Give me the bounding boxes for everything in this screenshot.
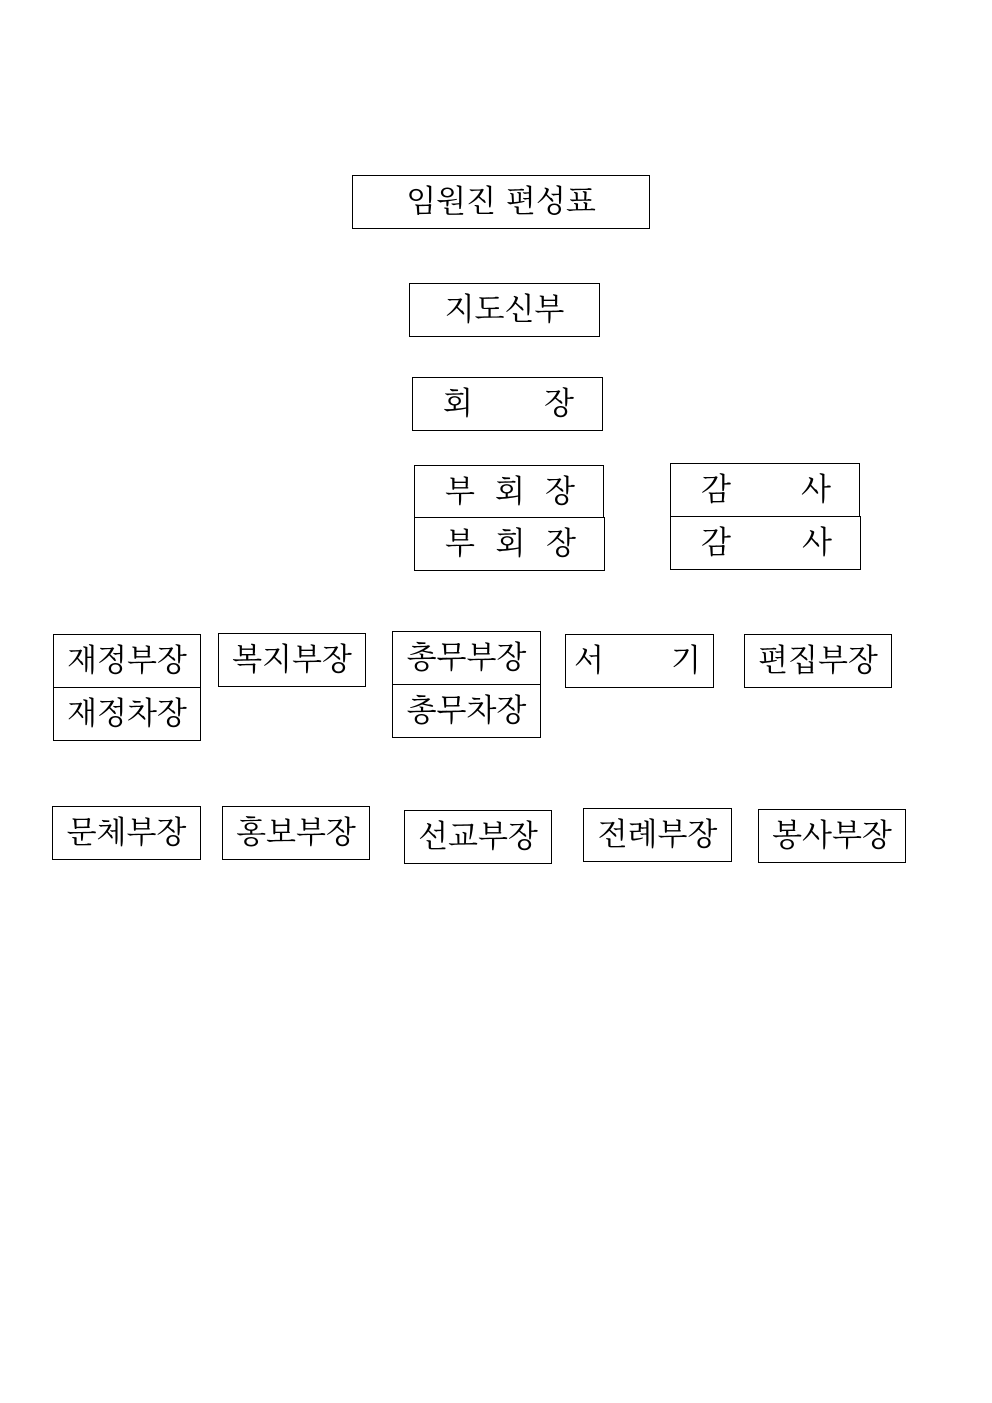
chart-title-text: 임원진 편성표 xyxy=(406,183,596,220)
welfare-head-label: 복지부장 xyxy=(232,641,352,678)
auditor-box-2 xyxy=(670,516,861,570)
finance-head-box xyxy=(53,634,201,688)
finance-head-label: 재정부장 xyxy=(67,642,187,679)
secretary-char-2: 기 xyxy=(671,642,701,679)
advisor-label: 지도신부 xyxy=(444,291,565,328)
mission-head-box xyxy=(404,810,552,864)
finance-deputy-label: 재정차장 xyxy=(67,695,187,732)
culture-sports-head-box xyxy=(52,806,201,860)
auditor-box-1 xyxy=(670,463,860,517)
auditor-2-char-1: 감 xyxy=(701,524,731,561)
secretary-box xyxy=(565,634,714,688)
mission-head-label: 선교부장 xyxy=(418,818,538,855)
auditor-1-char-2: 사 xyxy=(801,471,831,508)
president-label-first: 회 xyxy=(443,385,473,422)
auditor-2-char-2: 사 xyxy=(802,524,832,561)
vice-president-2-char-1: 부 xyxy=(445,525,475,562)
welfare-head-box xyxy=(218,633,366,687)
vice-president-box-1 xyxy=(414,465,604,519)
liturgy-head-label: 전례부장 xyxy=(597,816,718,853)
public-relations-head-label: 홍보부장 xyxy=(236,814,356,851)
general-affairs-deputy-box xyxy=(392,684,541,738)
culture-sports-head-label: 문체부장 xyxy=(66,814,187,851)
liturgy-head-box xyxy=(583,808,732,862)
editing-head-box xyxy=(744,634,892,688)
vice-president-2-char-2: 회 xyxy=(495,525,526,562)
vice-president-1-char-3: 장 xyxy=(545,473,575,510)
president-label-second: 장 xyxy=(544,385,574,422)
public-relations-head-box xyxy=(222,806,370,860)
service-head-box xyxy=(758,809,906,863)
vice-president-1-char-1: 부 xyxy=(445,473,475,510)
editing-head-label: 편집부장 xyxy=(758,642,878,679)
general-affairs-head-label: 총무부장 xyxy=(406,639,527,676)
chart-title xyxy=(352,175,650,229)
vice-president-box-2 xyxy=(414,517,605,571)
vice-president-2-char-3: 장 xyxy=(546,525,576,562)
president-box xyxy=(412,377,603,431)
service-head-label: 봉사부장 xyxy=(772,817,892,854)
finance-deputy-box xyxy=(53,687,201,741)
general-affairs-deputy-label: 총무차장 xyxy=(406,692,527,729)
advisor-box xyxy=(409,283,600,337)
general-affairs-head-box xyxy=(392,631,541,685)
secretary-char-1: 서 xyxy=(574,642,604,679)
auditor-1-char-1: 감 xyxy=(701,471,731,508)
vice-president-1-char-2: 회 xyxy=(495,473,525,510)
